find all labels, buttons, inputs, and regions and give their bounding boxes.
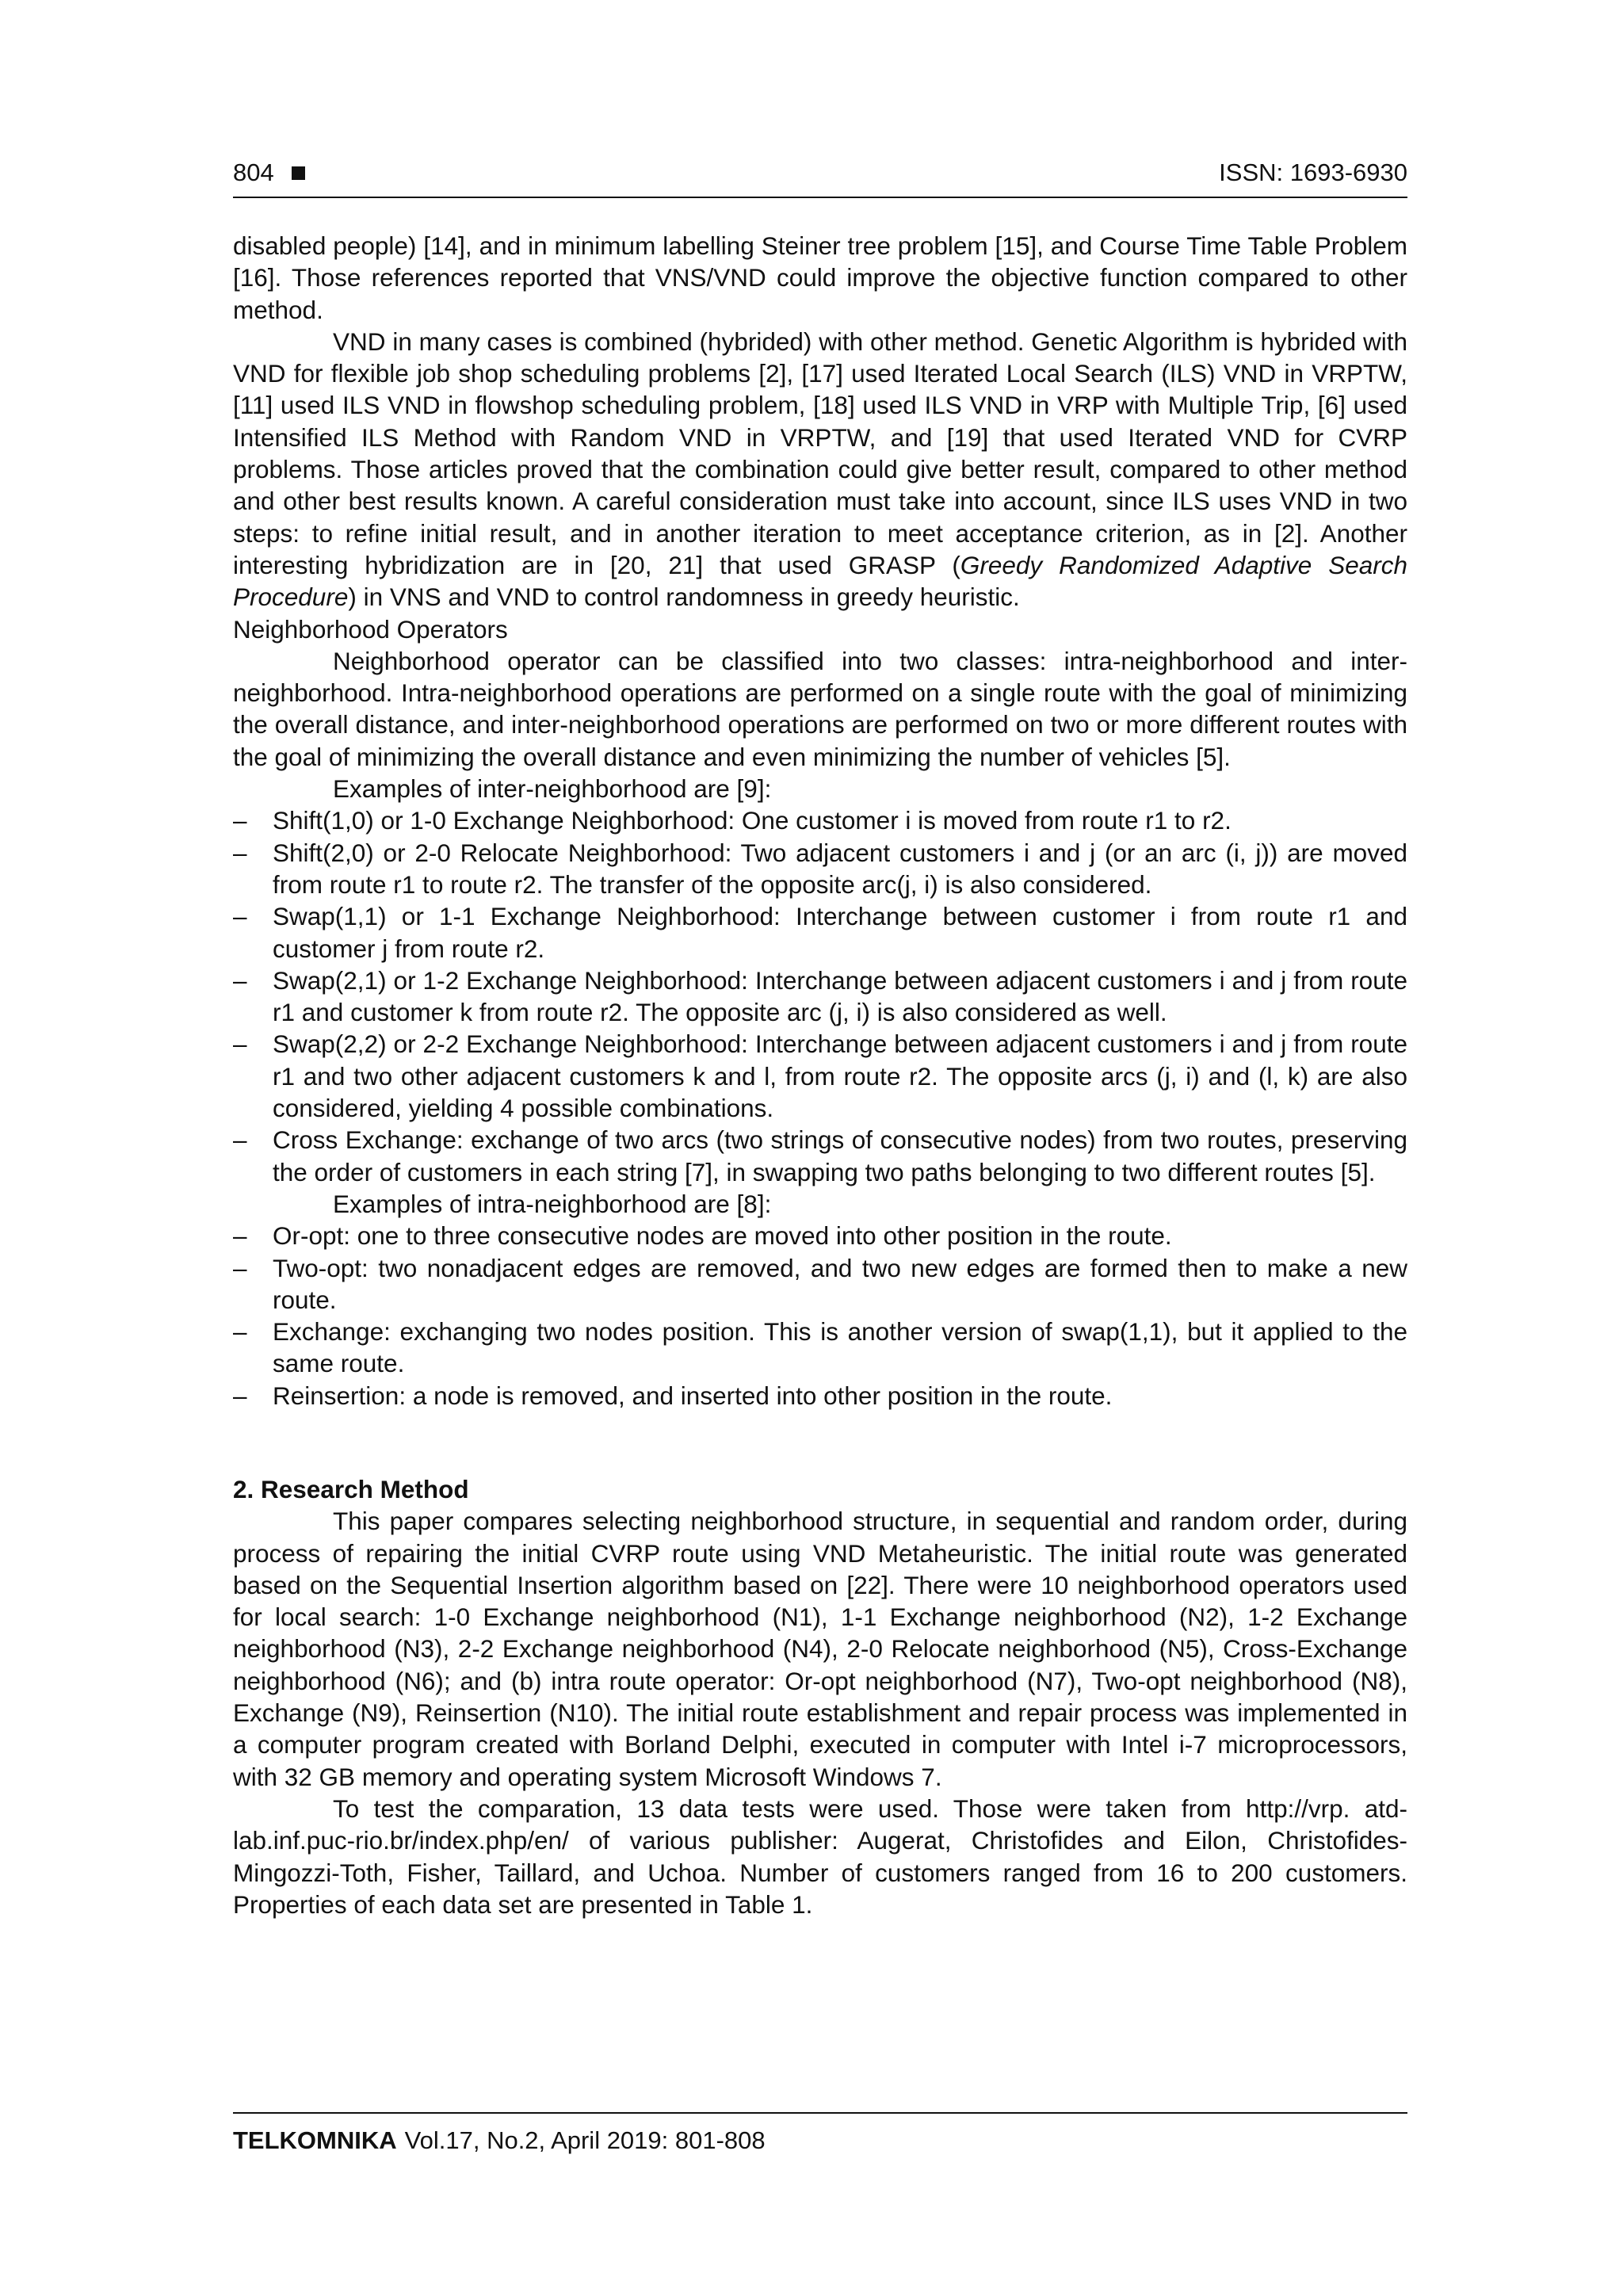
list-item bbox=[233, 837, 1407, 901]
list-item-text: Shift(1,0) or 1-0 Exchange Neighborhood: One customer i is moved from route r1 to r2. bbox=[273, 806, 1232, 835]
page-header bbox=[233, 155, 1407, 198]
dash-bullet-icon: – bbox=[233, 1125, 247, 1155]
list-item bbox=[233, 900, 1407, 965]
list-item bbox=[233, 1252, 1407, 1316]
list-item-text: Two-opt: two nonadjacent edges are removed, and two new edges are formed then to make a new route. bbox=[273, 1253, 1407, 1314]
journal-name: TELKOMNIKA bbox=[233, 2126, 397, 2154]
list-item bbox=[233, 1380, 1407, 1412]
paragraph-hybrid-vnd bbox=[233, 326, 1407, 613]
list-item-text: Cross Exchange: exchange of two arcs (two strings of consecutive nodes) from two routes, preserving the order of customers in each string [7], in swapping two paths belonging to two different routes [5]. bbox=[273, 1125, 1407, 1186]
paragraph-research-method: This paper compares selecting neighborhood structure, in sequential and random order, during process of repairing the initial CVRP route using VND Metaheuristic. The initial route was generated based on the Sequential Insertion algorithm based on [22]. There were 10 neighborhood operators used for local search: 1-0 Exchange neighborhood (N1), 1-1 Exchange neighborhood (N2), 1-2 Exchange neighborhood (N3), 2-2 Exchange neighborhood (N4), 2-0 Relocate neighborhood (N5), Cross-Exchange neighborhood (N6); and (b) intra route operator: Or-opt neighborhood (N7), Two-opt neighborhood (N8), Exchange (N9), Reinsertion (N10). The initial route establishment and repair process was implemented in a computer program created with Borland Delphi, executed in computer with Intel i-7 microprocessors, with 32 GB memory and operating system Microsoft Windows 7. bbox=[233, 1507, 1407, 1791]
intra-neighborhood-list bbox=[233, 1220, 1407, 1412]
inter-neighborhood-intro: Examples of inter-neighborhood are [9]: bbox=[333, 774, 772, 804]
list-item-text: Or-opt: one to three consecutive nodes are moved into other position in the route. bbox=[273, 1221, 1172, 1251]
list-item bbox=[233, 1124, 1407, 1188]
journal-citation: Vol.17, No.2, April 2019: 801-808 bbox=[404, 2126, 766, 2154]
list-item-text: Swap(2,2) or 2-2 Exchange Neighborhood: Interchange between adjacent customers i and j from route r1 and two other adjacent customers k and l, from route r2. The opposite arcs (j, i) and (l, k) are also considered, yielding 4 possible combinations. bbox=[273, 1030, 1407, 1123]
square-bullet-icon bbox=[292, 166, 305, 180]
dash-bullet-icon: – bbox=[233, 1221, 247, 1251]
list-item-text: Swap(2,1) or 1-2 Exchange Neighborhood: Interchange between adjacent customers i and j from route r1 and customer k from route r2. The opposite arc (j, i) is also considered as well. bbox=[273, 965, 1407, 1027]
inter-neighborhood-list bbox=[233, 804, 1407, 1188]
page-number: 804 bbox=[233, 159, 274, 186]
dash-bullet-icon: – bbox=[233, 1253, 247, 1282]
grasp-expansion: Greedy Randomized Adaptive Search Procedure bbox=[233, 550, 1408, 612]
list-item bbox=[233, 804, 1407, 836]
paragraph-data-tests: To test the comparation, 13 data tests were used. Those were taken from http://vrp. atd-lab.inf.puc-rio.br/index.php/en/ of various publisher: Augerat, Christofides and Eilon, Christofides-Mingozzi-Toth, Fisher, Taillard, and Uchoa. Number of customers ranged from 16 to 200 customers. Properties of each data set are presented in Table 1. bbox=[233, 1794, 1407, 1919]
dash-bullet-icon: – bbox=[233, 965, 247, 995]
list-item-text: Shift(2,0) or 2-0 Relocate Neighborhood: Two adjacent customers i and j (or an arc (i, j)) are moved from route r1 to route r2. The transfer of the opposite arc(j, i) is also considered. bbox=[273, 838, 1407, 899]
dash-bullet-icon: – bbox=[233, 806, 247, 835]
paragraph-continuation: disabled people) [14], and in minimum labelling Steiner tree problem [15], and Course Time Table Problem [16]. Those references reported that VNS/VND could improve the objective function compared to other method. bbox=[233, 231, 1407, 324]
dash-bullet-icon: – bbox=[233, 1381, 247, 1410]
paragraph-neighborhood-classes: Neighborhood operator can be classified into two classes: intra-neighborhood and inter-neighborhood. Intra-neighborhood operations are performed on a single route with the goal of minimizing the overall distance, and inter-neighborhood operations are performed on two or more different routes with the goal of minimizing the overall distance and even minimizing the number of vehicles [5]. bbox=[233, 646, 1407, 771]
dash-bullet-icon: – bbox=[233, 902, 247, 931]
list-item-text: Reinsertion: a node is removed, and inserted into other position in the route. bbox=[273, 1381, 1113, 1410]
paragraph-text: ) in VNS and VND to control randomness in greedy heuristic. bbox=[348, 583, 1020, 612]
list-item-text: Exchange: exchanging two nodes position. This is another version of swap(1,1), but it applied to the same route. bbox=[273, 1317, 1407, 1378]
intra-neighborhood-intro: Examples of intra-neighborhood are [8]: bbox=[333, 1189, 772, 1218]
main-content bbox=[233, 230, 1407, 1920]
section-title: 2. Research Method bbox=[233, 1474, 469, 1503]
paragraph-text: VND in many cases is combined (hybrided) with other method. Genetic Algorithm is hybrided with VND for flexible job shop scheduling problems [2], [17] used Iterated Local Search (ILS) VND in VRPTW, [11] used ILS VND in flowshop scheduling problem, [18] used ILS VND in VRP with Multiple Trip, [6] used Intensified ILS Method with Random VND in VRPTW, and [19] that used Iterated VND for CVRP problems. Those articles proved that the combination could give better result, compared to other method and other best results known. A careful consideration must take into account, since ILS uses VND in two steps: to refine initial result, and in another iteration to meet acceptance criterion, as in [2]. Another interesting hybridization are in [20, 21] that used GRASP ( bbox=[233, 327, 1407, 579]
dash-bullet-icon: – bbox=[233, 1030, 247, 1059]
list-item bbox=[233, 1028, 1407, 1124]
subheading-neighborhood-operators: Neighborhood Operators bbox=[233, 614, 508, 644]
list-item bbox=[233, 965, 1407, 1029]
list-item bbox=[233, 1316, 1407, 1380]
page-footer bbox=[233, 2112, 1407, 2155]
dash-bullet-icon: – bbox=[233, 838, 247, 867]
list-item bbox=[233, 1220, 1407, 1251]
issn-label: ISSN: 1693-6930 bbox=[1219, 159, 1407, 186]
list-item-text: Swap(1,1) or 1-1 Exchange Neighborhood: Interchange between customer i from route r1 and customer j from route r2. bbox=[273, 902, 1407, 963]
page-number-group bbox=[233, 159, 305, 187]
dash-bullet-icon: – bbox=[233, 1317, 247, 1347]
